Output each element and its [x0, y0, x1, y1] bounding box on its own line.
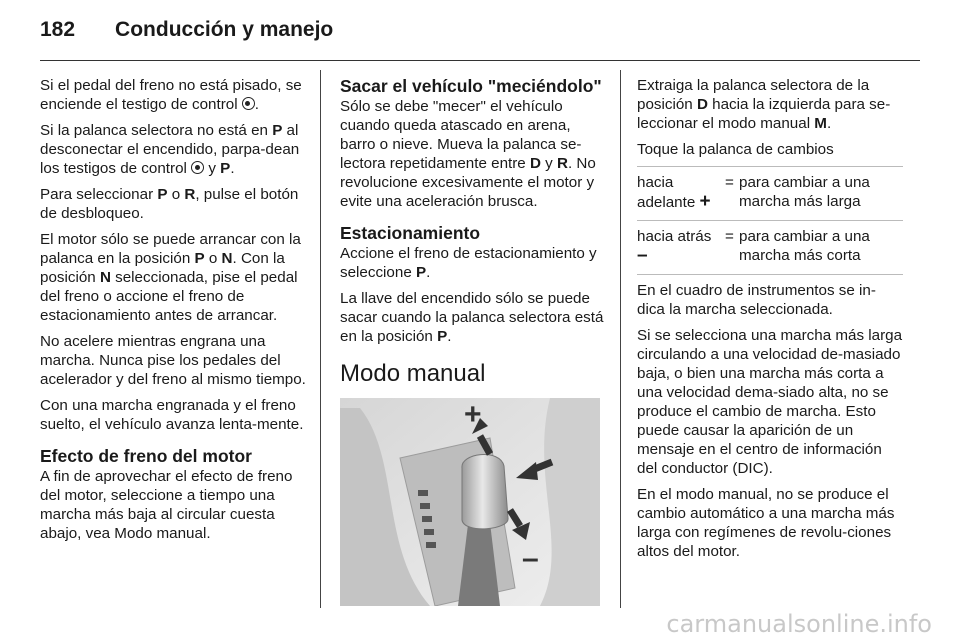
definition-desc: para cambiar a una marcha más larga	[739, 174, 870, 210]
plus-symbol: +	[699, 191, 711, 212]
paragraph: A fin de aprovechar el efecto de freno del motor, seleccione a tiempo una marcha más baja al circular cuesta abajo, vea Modo manual.	[40, 468, 293, 542]
column-divider-1	[320, 70, 321, 608]
definition-row	[637, 173, 903, 212]
table-rule	[637, 274, 903, 275]
equals-sign: =	[725, 174, 734, 191]
minus-symbol: –	[637, 245, 648, 266]
table-rule	[637, 220, 903, 221]
column-2	[340, 76, 606, 611]
column-3	[637, 76, 903, 568]
paragraph: El motor sólo se puede arrancar con la palanca en la posición P o N. Con la posición N seleccionada, pise el pedal del freno o accione el freno de estacionamiento antes de arrancar.	[40, 231, 301, 324]
paragraph: Accione el freno de estacionamiento y seleccione P.	[340, 245, 597, 281]
paragraph: Para seleccionar P o R, pulse el botón de desbloqueo.	[40, 186, 299, 222]
minus-label: –	[522, 542, 539, 575]
paragraph: La llave del encendido sólo se puede sacar cuando la palanca selectora está en la posición P.	[340, 290, 604, 345]
table-rule	[637, 166, 903, 167]
paragraph: En el cuadro de instrumentos se in-dica la marcha seleccionada.	[637, 282, 876, 318]
paragraph: Toque la palanca de cambios	[637, 141, 834, 158]
chapter-title: Conducción y manejo	[115, 18, 334, 41]
paragraph: En el modo manual, no se produce el cambio automático a una marcha más larga con regímenes de revolu-ciones altos del motor.	[637, 486, 895, 560]
paragraph: Con una marcha engranada y el freno suelto, el vehículo avanza lenta-mente.	[40, 397, 304, 433]
definition-desc: para cambiar a una marcha más corta	[739, 228, 870, 264]
plus-label: +	[464, 398, 482, 431]
paragraph: Si la palanca selectora no está en P al desconectar el encendido, parpa-dean los testigos de control y P.	[40, 122, 300, 177]
paragraph: Si se selecciona una marcha más larga circulando a una velocidad de-masiado baja, o bien una marcha más corta a una velocidad dema-siado alta, no se produce el cambio de marcha. Esto puede causar la aparición de un mensaje en el centro de información del conductor (DIC).	[637, 327, 903, 477]
paragraph: Sólo se debe "mecer" el vehículo cuando queda atascado en arena, barro o nieve. Mueva la palanca se-lectora repetidamente entre D y R. No revolucione excesivamente el motor y evite una aceleración brusca.	[340, 98, 596, 210]
brake-warning-icon	[191, 161, 204, 174]
brake-warning-icon	[242, 97, 255, 110]
column-1	[40, 76, 306, 550]
equals-sign: =	[725, 228, 734, 245]
section-heading: Sacar el vehículo "meciéndolo"	[340, 76, 602, 96]
definition-term: hacia adelante +	[637, 174, 711, 212]
chapter-heading: Modo manual	[340, 360, 486, 387]
watermark: carmanualsonline.info	[666, 610, 932, 638]
column-divider-2	[620, 70, 621, 608]
section-heading: Efecto de freno del motor	[40, 446, 252, 466]
paragraph: Extraiga la palanca selectora de la posición D hacia la izquierda para se-leccionar el modo manual M.	[637, 77, 891, 132]
paragraph: No acelere mientras engrana una marcha. Nunca pise los pedales del acelerador y del freno al mismo tiempo.	[40, 333, 306, 388]
gear-lever-illustration	[340, 398, 600, 606]
section-heading: Estacionamiento	[340, 223, 481, 243]
header-rule	[40, 60, 920, 61]
paragraph: Si el pedal del freno no está pisado, se enciende el testigo de control .	[40, 77, 302, 113]
definition-term: hacia atrás –	[637, 228, 712, 266]
page-header	[40, 18, 333, 42]
page-number: 182	[40, 18, 76, 41]
definition-row	[637, 227, 903, 266]
gear-knob	[462, 454, 508, 528]
